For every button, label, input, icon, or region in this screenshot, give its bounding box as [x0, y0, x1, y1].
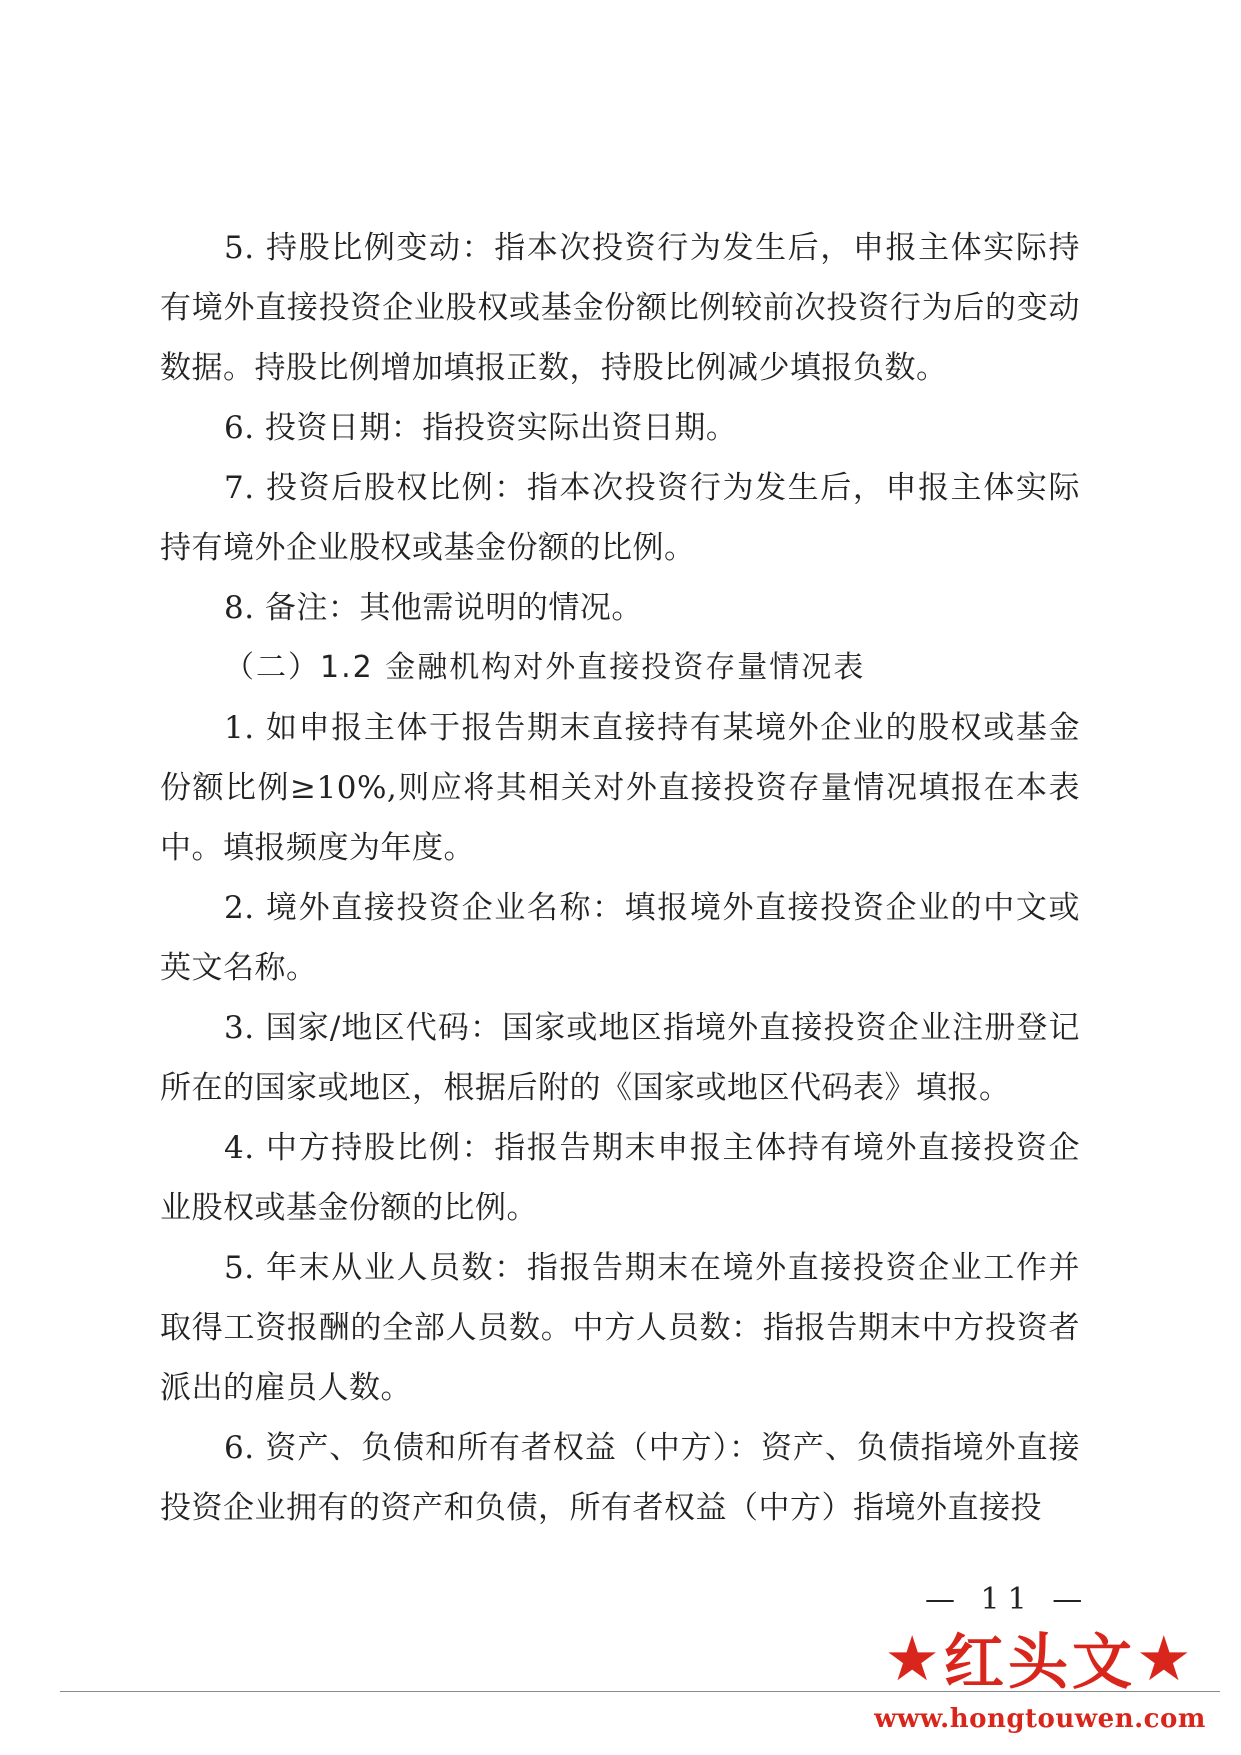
paragraph-remarks: 8. 备注：其他需说明的情况。: [224, 590, 643, 626]
watermark-url: www.hongtouwen.com: [874, 1704, 1206, 1734]
watermark-title-row: [855, 1618, 1225, 1698]
watermark-title: 红头文: [944, 1628, 1136, 1698]
paragraph-enterprise-name: 2. 境外直接投资企业名称：填报境外直接投资企业的中文或英文名称。: [160, 890, 1080, 986]
paragraph-country-code: 3. 国家/地区代码：国家或地区指境外直接投资企业注册登记所在的国家或地区，根据后附的《国家或地区代码表》填报。: [160, 1010, 1080, 1106]
section-heading: （二）1.2 金融机构对外直接投资存量情况表: [224, 650, 866, 685]
star-icon: ★: [1136, 1621, 1196, 1695]
document-body: [160, 218, 1080, 1538]
paragraph-assets-liabilities: 6. 资产、负债和所有者权益（中方）：资产、负债指境外直接投资企业拥有的资产和负债，所有者权益（中方）指境外直接投: [160, 1430, 1080, 1526]
paragraph-shareholding-change: 5. 持股比例变动：指本次投资行为发生后，申报主体实际持有境外直接投资企业股权或基金份额比例较前次投资行为后的变动数据。持股比例增加填报正数，持股比例减少填报负数。: [160, 230, 1080, 386]
paragraph-chinese-share-ratio: 4. 中方持股比例：指报告期末申报主体持有境外直接投资企业股权或基金份额的比例。: [160, 1130, 1080, 1226]
paragraph-reporting-threshold: 1. 如申报主体于报告期末直接持有某境外企业的股权或基金份额比例≥10%,则应将其相关对外直接投资存量情况填报在本表中。填报频度为年度。: [160, 710, 1080, 866]
star-icon: ★: [884, 1621, 944, 1695]
page-number: — 11 —: [925, 1582, 1091, 1617]
paragraph-employees: 5. 年末从业人员数：指报告期末在境外直接投资企业工作并取得工资报酬的全部人员数。中方人员数：指报告期末中方投资者派出的雇员人数。: [160, 1250, 1080, 1406]
paragraph-post-investment-ratio: 7. 投资后股权比例：指本次投资行为发生后，申报主体实际持有境外企业股权或基金份额的比例。: [160, 470, 1080, 566]
watermark-logo: [855, 1618, 1225, 1748]
paragraph-investment-date: 6. 投资日期：指投资实际出资日期。: [224, 410, 738, 446]
